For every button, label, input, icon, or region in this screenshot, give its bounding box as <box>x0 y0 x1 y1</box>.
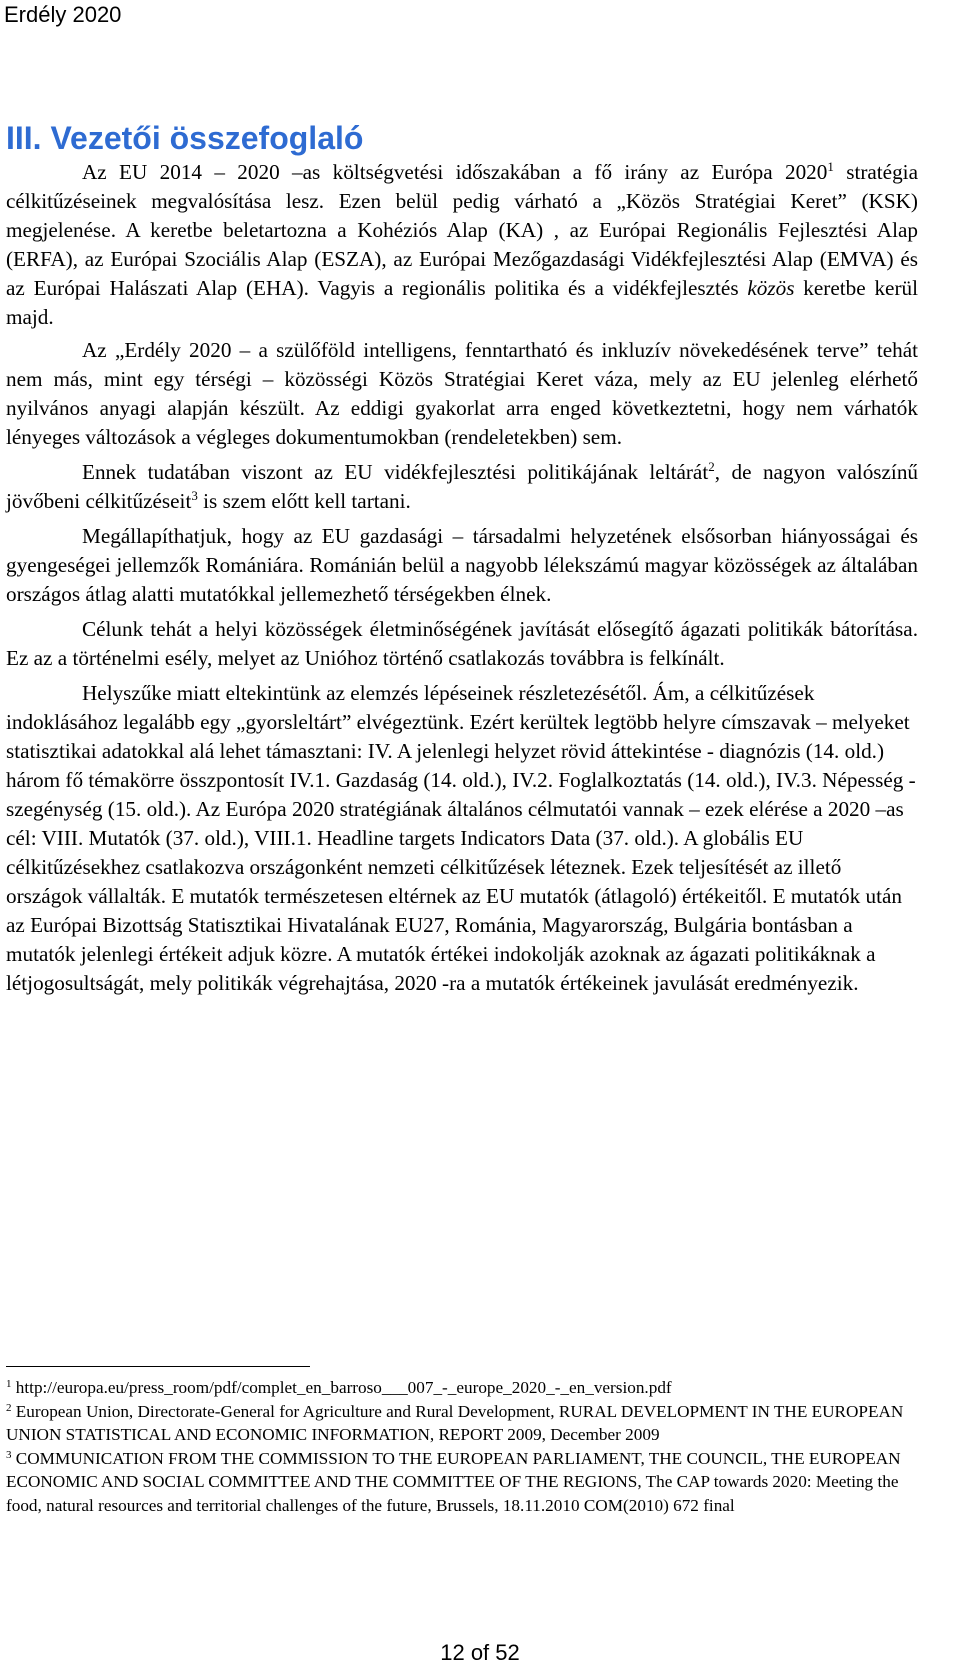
emphasis-kozos: közös <box>747 276 795 300</box>
footnote-1 <box>6 1376 926 1400</box>
page-number: 12 of 52 <box>440 1640 520 1665</box>
footnote-1-number: 1 <box>6 1378 12 1390</box>
paragraph-5: Célunk tehát a helyi közösségek életminőségének javítását elősegítő ágazati politikák bátorítása. Ez az a történelmi esély, melyet az Unióhoz történő csatlakozás továbbra is felkínált. <box>6 617 918 670</box>
footnote-3-number: 3 <box>6 1448 12 1461</box>
footnote-2-number: 2 <box>6 1401 12 1414</box>
footnote-2 <box>6 1400 926 1447</box>
paragraph-4: Megállapíthatjuk, hogy az EU gazdasági – társadalmi helyzetének elsősorban hiányosságai és gyengeségei jellemzők Romániára. Románián belül a nagyobb lélekszámú magyar közösségek az általában országos átlag alatti mutatókkal jellemezhető térségekben élnek. <box>6 524 918 606</box>
footnote-ref-1[interactable]: 1 <box>827 159 834 174</box>
paragraph-1 <box>6 158 918 332</box>
footnote-3-text: COMMUNICATION FROM THE COMMISSION TO THE EUROPEAN PARLIAMENT, THE COUNCIL, THE EUROPEAN ECONOMIC AND SOCIAL COMMITTEE AND THE COMMITTEE OF THE REGIONS, The CAP towards 2020: Meeting the food, natural resources and territorial challenges of the future, Brussels, 18.11.2010 COM(2010) 672 final <box>6 1448 901 1515</box>
paragraph-3 <box>6 458 918 516</box>
footnote-1-text[interactable]: http://europa.eu/press_room/pdf/complet_en_barroso___007_-_europe_2020_-_en_version.pdf <box>15 1378 672 1397</box>
main-body-text <box>6 158 918 1004</box>
footnote-ref-3[interactable]: 3 <box>191 488 198 503</box>
section-heading: III. Vezetői összefoglaló <box>6 120 364 156</box>
paragraph-1-part-c: keretbe kerül majd. <box>6 276 918 329</box>
running-header: Erdély 2020 <box>4 2 122 27</box>
paragraph-6: Helyszűke miatt eltekintünk az elemzés lépéseinek részletezésétől. Ám, a célkitűzések indoklásához legalább egy „gyorsleltárt” elvégeztünk. Ezért kerültek legtöbb helyre címszavak – melyeket statisztikai adatokkal alá lehet támasztani: IV. A jelenlegi helyzet rövid áttekintése - diagnózis (14. old.) három fő témakörre összpontosít IV.1. Gazdaság (14. old.), IV.2. Foglalkoztatás (14. old.), IV.3. Népesség - szegénység (15. old.). Az Európa 2020 stratégiának általános célmutatói vannak – ezek elérése a 2020 –as cél: VIII. Mutatók (37. old.), VIII.1. Headline targets Indicators Data (37. old.). A globális EU célkitűzésekhez csatlakozva országonként nemzeti célkitűzések léteznek. Ezek teljesítését az illető országok vállalták. E mutatók természetesen eltérnek az EU mutatók (átlagoló) értékeitől. E mutatók után az Európai Bizottság Statisztikai Hivatalának EU27, Románia, Magyarország, Bulgária bontásban a mutatók jelenlegi értékeit adjuk közre. A mutatók értékei indokolják azoknak az ágazati politikáknak a létjogosultságát, mely politikák végrehajtása, 2020 -ra a mutatók értékeinek javulását eredményezik. <box>6 681 916 995</box>
footnote-ref-2[interactable]: 2 <box>708 459 715 474</box>
footnote-separator <box>6 1366 310 1367</box>
paragraph-3-part-c: is szem előtt kell tartani. <box>197 489 411 513</box>
paragraph-2: Az „Erdély 2020 – a szülőföld intelligens, fenntartható és inkluzív növekedésének terve” tehát nem más, mint egy térségi – közösségi Közös Stratégiai Keret váza, mely az EU jelenleg elérhető nyilvános anyagi alapján készült. Az eddigi gyakorlat arra enged következtetni, hogy nem várhatók lényeges változások a végleges dokumentumokban (rendeletekben) sem. <box>6 338 918 449</box>
paragraph-3-part-b: , de nagyon valószínű jövőbeni célkitűzéseit <box>6 460 919 513</box>
paragraph-1-part-a: Az EU 2014 – 2020 –as költségvetési időszakában a fő irány az Európa 2020 <box>82 160 828 184</box>
footnotes <box>6 1376 926 1517</box>
paragraph-3-part-a: Ennek tudatában viszont az EU vidékfejlesztési politikájának leltárát <box>82 460 709 484</box>
footnote-3 <box>6 1447 926 1518</box>
paragraph-1-part-b: stratégia célkitűzéseinek megvalósítása lesz. Ezen belül pedig várható a „Közös Stratégiai Keret” (KSK) megjelenése. A keretbe beletartozna a Kohéziós Alap (KA) , az Európai Regionális Fejlesztési Alap (ERFA), az Európai Szociális Alap (ESZA), az Európai Mezőgazdasági Vidékfejlesztési Alap (EMVA) és az Európai Halászati Alap (EHA). Vagyis a regionális politika és a vidékfejlesztés <box>6 160 918 300</box>
footnote-2-text: European Union, Directorate-General for Agriculture and Rural Development, RURAL DEVELOPMENT IN THE EUROPEAN UNION STATISTICAL AND ECONOMIC INFORMATION, REPORT 2009, December 2009 <box>6 1401 904 1444</box>
